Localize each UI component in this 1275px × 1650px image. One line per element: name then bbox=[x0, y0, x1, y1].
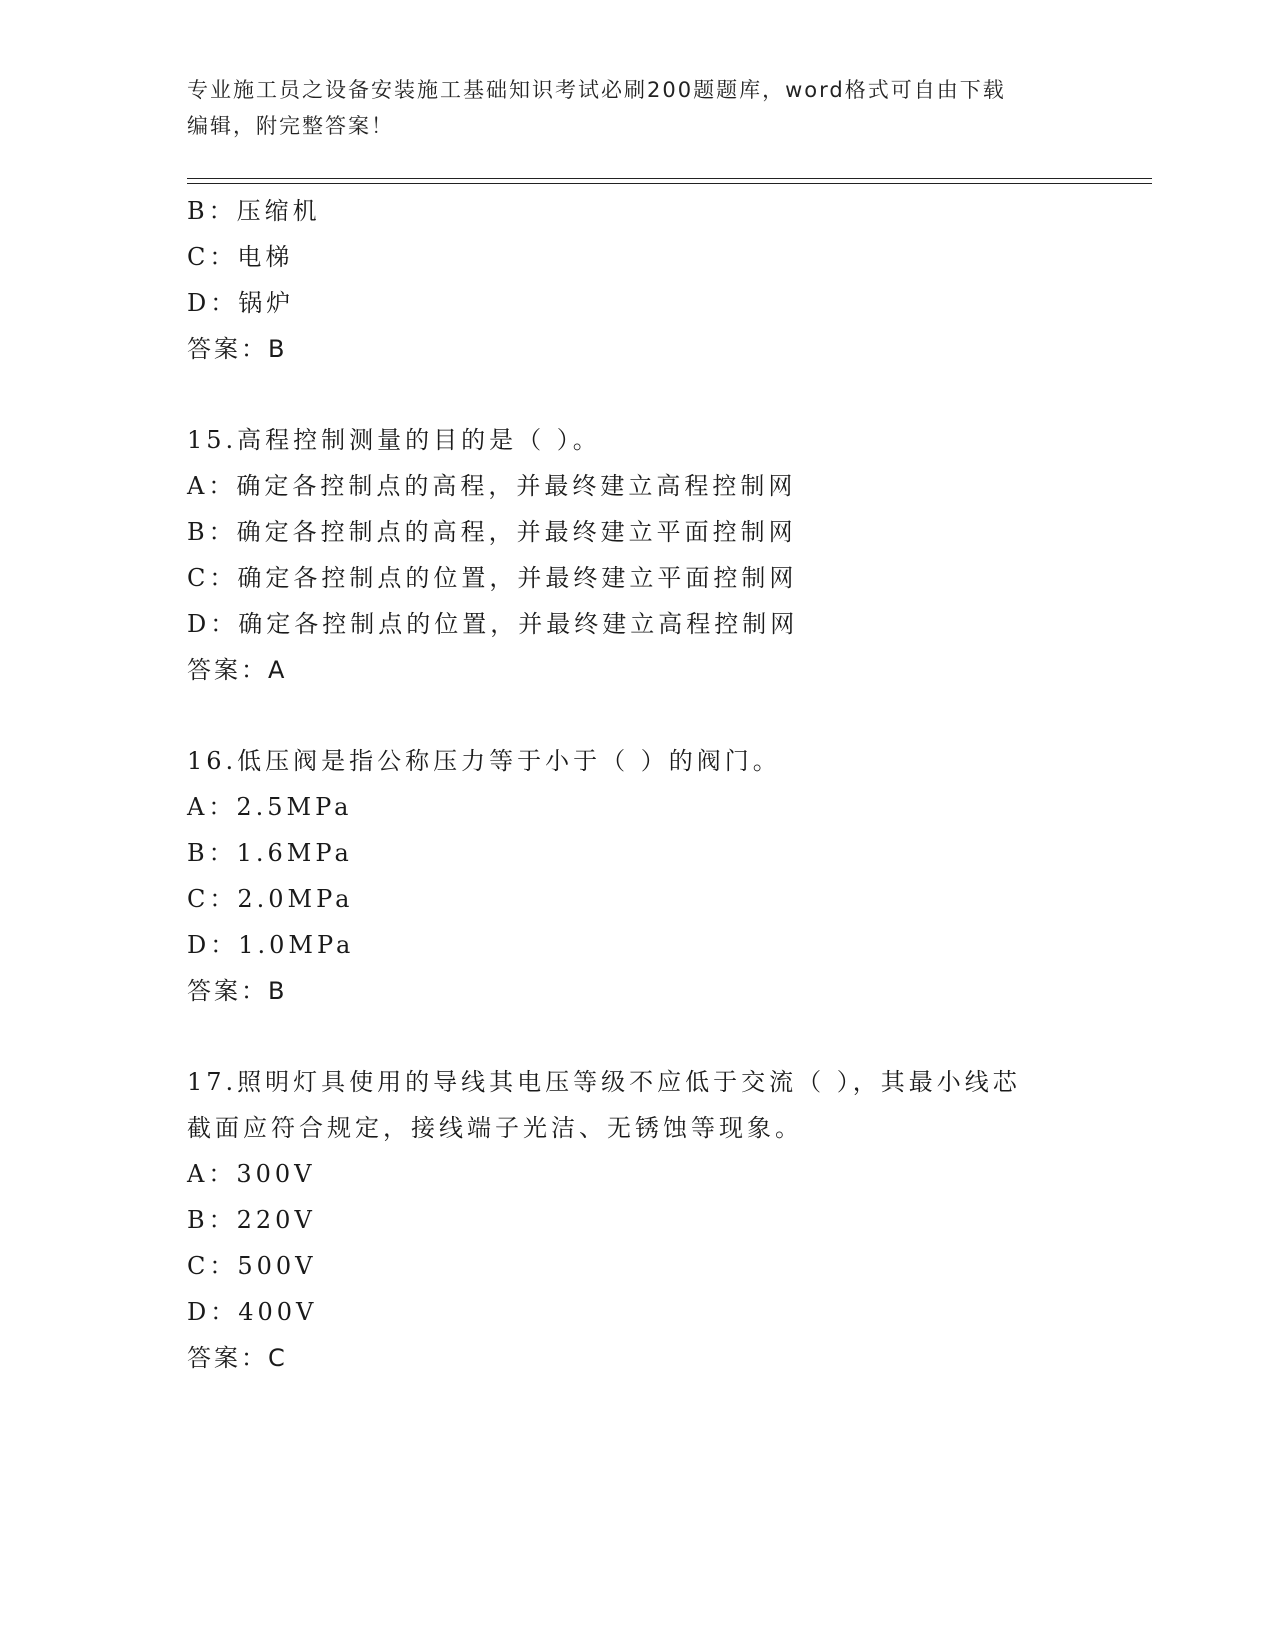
spacer bbox=[187, 693, 1127, 738]
question-17-option-c: C：500V bbox=[187, 1252, 317, 1280]
question-14-answer: 答案：B bbox=[187, 335, 288, 363]
header-title-line-2: 编辑，附完整答案！ bbox=[187, 114, 394, 138]
question-16-option-c: C：2.0MPa bbox=[187, 885, 354, 913]
question-15-option-a: A：确定各控制点的高程，并最终建立高程控制网 bbox=[187, 472, 797, 500]
question-17-text-line-2: 截面应符合规定，接线端子光洁、无锈蚀等现象。 bbox=[187, 1114, 803, 1142]
question-17-text-line-1: 17.照明灯具使用的导线其电压等级不应低于交流（ ），其最小线芯 bbox=[187, 1068, 1021, 1096]
question-17-option-d: D：400V bbox=[187, 1298, 318, 1326]
document-header bbox=[187, 72, 1067, 144]
question-17-option-b: B：220V bbox=[187, 1206, 316, 1234]
question-16-answer: 答案：B bbox=[187, 977, 288, 1005]
question-15-option-b: B：确定各控制点的高程，并最终建立平面控制网 bbox=[187, 518, 797, 546]
question-15-answer: 答案：A bbox=[187, 656, 288, 684]
question-16-block bbox=[187, 738, 1127, 1014]
question-14-block bbox=[187, 188, 1127, 372]
question-14-option-d: D：锅炉 bbox=[187, 289, 295, 317]
header-divider-bottom bbox=[187, 183, 1152, 184]
question-17-answer: 答案：C bbox=[187, 1344, 288, 1372]
question-14-option-b: B：压缩机 bbox=[187, 197, 321, 225]
question-15-option-c: C：确定各控制点的位置，并最终建立平面控制网 bbox=[187, 564, 798, 592]
question-16-option-b: B：1.6MPa bbox=[187, 839, 353, 867]
question-17-block bbox=[187, 1059, 1127, 1381]
question-14-option-c: C：电梯 bbox=[187, 243, 294, 271]
spacer bbox=[187, 372, 1127, 417]
header-divider-top bbox=[187, 178, 1152, 179]
header-title-line-1: 专业施工员之设备安装施工基础知识考试必刷200题题库，word格式可自由下载 bbox=[187, 78, 1006, 102]
question-15-option-d: D：确定各控制点的位置，并最终建立高程控制网 bbox=[187, 610, 799, 638]
question-16-option-d: D：1.0MPa bbox=[187, 931, 355, 959]
question-15-text: 15.高程控制测量的目的是（ ）。 bbox=[187, 426, 601, 454]
question-16-text: 16.低压阀是指公称压力等于小于（ ）的阀门。 bbox=[187, 747, 781, 775]
question-17-option-a: A：300V bbox=[187, 1160, 316, 1188]
question-list bbox=[187, 188, 1127, 1381]
question-16-option-a: A：2.5MPa bbox=[187, 793, 353, 821]
question-15-block bbox=[187, 417, 1127, 693]
spacer bbox=[187, 1014, 1127, 1059]
